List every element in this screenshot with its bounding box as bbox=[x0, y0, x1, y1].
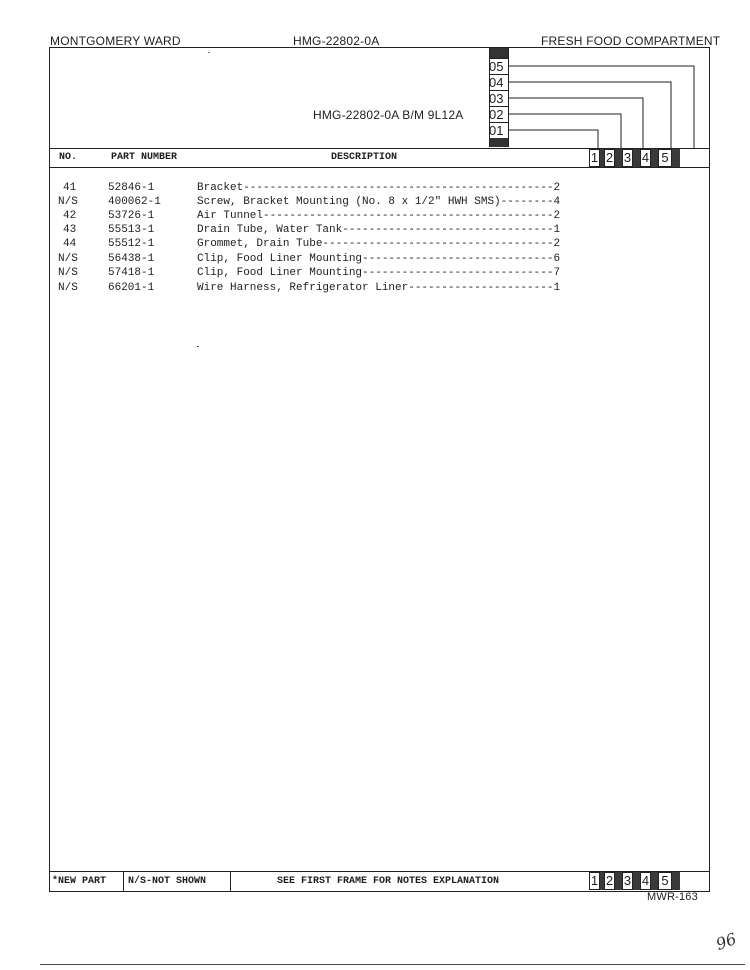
frame-num-3: 3 bbox=[623, 873, 632, 888]
frame-num-4: 4 bbox=[641, 150, 650, 165]
row-no: N/S bbox=[58, 253, 78, 265]
page-code: MWR-163 bbox=[647, 891, 698, 903]
frame-shade-3 bbox=[633, 149, 640, 167]
table-row bbox=[52, 238, 561, 252]
row-no: 42 bbox=[63, 210, 77, 222]
frame-num-1: 1 bbox=[590, 150, 599, 165]
frame-shade-4 bbox=[651, 149, 658, 167]
frame-number-strip-top bbox=[589, 149, 709, 167]
col-desc-header: DESCRIPTION bbox=[331, 152, 398, 163]
new-part-legend: *NEW PART bbox=[52, 876, 107, 887]
col-no-header: NO. bbox=[59, 152, 78, 163]
model-bm-label: HMG-22802-0A B/M 9L12A bbox=[313, 108, 464, 122]
footer-divider-1 bbox=[123, 871, 124, 892]
notes-legend: SEE FIRST FRAME FOR NOTES EXPLANATION bbox=[277, 876, 500, 887]
scan-speck bbox=[197, 346, 199, 347]
code-04: 04 bbox=[489, 74, 508, 90]
frame-num-3: 3 bbox=[623, 150, 632, 165]
code-02: 02 bbox=[489, 106, 508, 122]
frame-shade-2 bbox=[615, 149, 622, 167]
frame-shade-5 bbox=[672, 149, 680, 167]
row-no: 41 bbox=[63, 182, 77, 194]
frame-shade-5 bbox=[672, 872, 680, 890]
frame-shade-3 bbox=[633, 872, 640, 890]
model-label: HMG-22802-0A bbox=[293, 34, 380, 48]
row-part-number: 400062-1 bbox=[108, 196, 161, 208]
row-description: Clip, Food Liner Mounting-----------------------------7 bbox=[197, 267, 561, 279]
section-label: FRESH FOOD COMPARTMENT bbox=[541, 34, 721, 48]
not-shown-legend: N/S-NOT SHOWN bbox=[128, 876, 207, 887]
frame-num-2: 2 bbox=[605, 150, 614, 165]
footer-divider-2 bbox=[230, 871, 231, 892]
frame-num-4: 4 bbox=[641, 873, 650, 888]
frame-num-2: 2 bbox=[605, 873, 614, 888]
row-part-number: 55513-1 bbox=[108, 224, 155, 236]
table-row bbox=[52, 282, 561, 296]
bottom-edge-rule bbox=[40, 964, 745, 965]
frame-num-5: 5 bbox=[658, 872, 672, 890]
table-row bbox=[52, 196, 561, 210]
row-part-number: 52846-1 bbox=[108, 182, 155, 194]
row-part-number: 55512-1 bbox=[108, 238, 155, 250]
row-part-number: 57418-1 bbox=[108, 267, 155, 279]
frame-num-1: 1 bbox=[590, 873, 599, 888]
col-part-header: PART NUMBER bbox=[111, 152, 178, 163]
code-01: 01 bbox=[489, 122, 508, 139]
frame-number-strip-bottom bbox=[589, 872, 709, 890]
column-header-bottom-rule bbox=[49, 167, 710, 168]
scan-speck bbox=[208, 52, 210, 53]
row-description: Wire Harness, Refrigerator Liner----------------------1 bbox=[197, 282, 561, 294]
handwritten-mark: 96 bbox=[713, 929, 739, 954]
row-description: Drain Tube, Water Tank--------------------------------1 bbox=[197, 224, 561, 236]
row-part-number: 53726-1 bbox=[108, 210, 155, 222]
row-description: Clip, Food Liner Mounting-----------------------------6 bbox=[197, 253, 561, 265]
table-row bbox=[52, 267, 561, 281]
code-05: 05 bbox=[489, 58, 508, 74]
row-part-number: 66201-1 bbox=[108, 282, 155, 294]
row-no: 44 bbox=[63, 238, 77, 250]
row-part-number: 56438-1 bbox=[108, 253, 155, 265]
table-row bbox=[52, 210, 561, 224]
frame-shade-2 bbox=[615, 872, 622, 890]
code-03: 03 bbox=[489, 90, 508, 106]
row-description: Screw, Bracket Mounting (No. 8 x 1/2" HWH SMS)--------4 bbox=[197, 196, 561, 208]
brand-label: MONTGOMERY WARD bbox=[50, 34, 181, 48]
row-description: Air Tunnel--------------------------------------------2 bbox=[197, 210, 561, 222]
row-description: Bracket-----------------------------------------------2 bbox=[197, 182, 561, 194]
frame-num-5: 5 bbox=[658, 149, 672, 167]
row-no: N/S bbox=[58, 196, 78, 208]
frame-shade-4 bbox=[651, 872, 658, 890]
table-row bbox=[52, 224, 561, 238]
table-row bbox=[52, 182, 561, 196]
row-description: Grommet, Drain Tube-----------------------------------2 bbox=[197, 238, 561, 250]
table-row bbox=[52, 253, 561, 267]
row-no: N/S bbox=[58, 282, 78, 294]
row-no: 43 bbox=[63, 224, 77, 236]
row-no: N/S bbox=[58, 267, 78, 279]
